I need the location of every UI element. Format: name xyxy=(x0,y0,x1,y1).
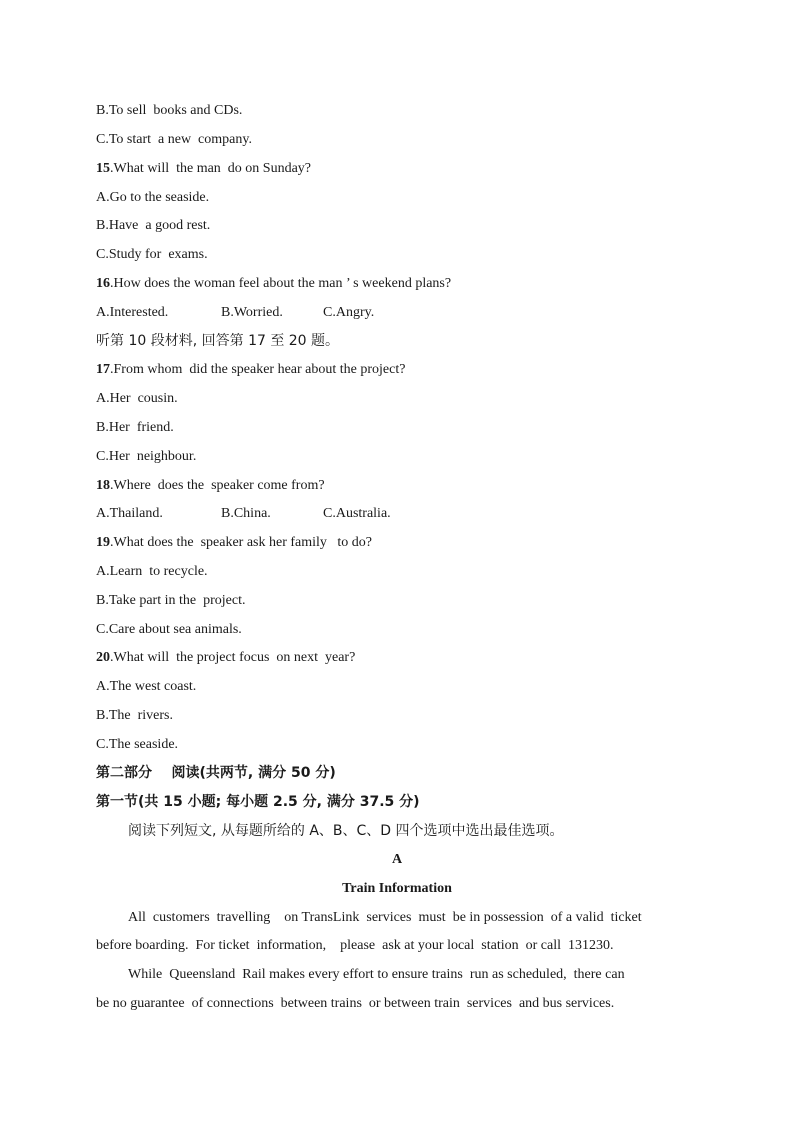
q16-option-a: A.Interested. xyxy=(96,305,169,320)
q19-text: .What does the speaker ask her family to do? xyxy=(110,535,373,550)
q16-question xyxy=(96,275,451,293)
q15-text: .What will the man do on Sunday? xyxy=(110,161,312,176)
passage-letter: A xyxy=(391,852,403,867)
q20-option-b: B.The rivers. xyxy=(96,708,173,723)
q15-option-c: C.Study for exams. xyxy=(96,247,208,262)
q18-option-b: B.China. xyxy=(221,506,271,521)
part2-title: 第二部分 阅读(共两节, 满分 50 分) xyxy=(96,765,336,781)
q14-option-b: B.To sell books and CDs. xyxy=(96,103,243,118)
q20-question xyxy=(96,649,355,667)
section1-instruction: 阅读下列短文, 从每题所给的 A、B、C、D 四个选项中选出最佳选项。 xyxy=(128,823,564,839)
passage-p2-line1: While Queensland Rail makes every effort to ensure trains run as scheduled, there can xyxy=(128,967,625,982)
q15-question xyxy=(96,160,311,178)
q17-option-a: A.Her cousin. xyxy=(96,391,178,406)
q17-question xyxy=(96,361,405,379)
q14-option-c: C.To start a new company. xyxy=(96,132,252,147)
passage-p2-line2: be no guarantee of connections between trains or between train services and bus services. xyxy=(96,996,615,1011)
q15-option-b: B.Have a good rest. xyxy=(96,218,211,233)
q18-option-c: C.Australia. xyxy=(323,506,391,521)
q19-option-c: C.Care about sea animals. xyxy=(96,622,242,637)
q16-text: .How does the woman feel about the man ’ s weekend plans? xyxy=(110,276,452,291)
q16-options xyxy=(96,304,374,322)
q19-number: 19 xyxy=(96,535,110,550)
q20-option-a: A.The west coast. xyxy=(96,679,197,694)
q17-option-c: C.Her neighbour. xyxy=(96,449,197,464)
q20-text: .What will the project focus on next year? xyxy=(110,650,356,665)
q18-option-a: A.Thailand. xyxy=(96,506,163,521)
passage-title: Train Information xyxy=(342,881,452,896)
q15-number: 15 xyxy=(96,161,110,176)
q20-number: 20 xyxy=(96,650,110,665)
q16-number: 16 xyxy=(96,276,110,291)
q16-option-b: B.Worried. xyxy=(221,305,283,320)
passage-p1-line2: before boarding. For ticket information, please ask at your local station or call 131230. xyxy=(96,938,614,953)
q18-text: .Where does the speaker come from? xyxy=(110,478,325,493)
listening-instruction: 听第 10 段材料, 回答第 17 至 20 题。 xyxy=(96,333,340,349)
q16-option-c: C.Angry. xyxy=(323,305,375,320)
q17-text: .From whom did the speaker hear about the project? xyxy=(110,362,406,377)
q19-option-b: B.Take part in the project. xyxy=(96,593,246,608)
q19-option-a: A.Learn to recycle. xyxy=(96,564,208,579)
q15-option-a: A.Go to the seaside. xyxy=(96,190,210,205)
q20-option-c: C.The seaside. xyxy=(96,737,179,752)
q18-question xyxy=(96,477,325,495)
q18-options xyxy=(96,505,391,523)
section1-title: 第一节(共 15 小题; 每小题 2.5 分, 满分 37.5 分) xyxy=(96,794,420,810)
q17-number: 17 xyxy=(96,362,110,377)
passage-p1-line1: All customers travelling on TransLink services must be in possession of a valid ticket xyxy=(128,910,642,925)
q18-number: 18 xyxy=(96,478,110,493)
q17-option-b: B.Her friend. xyxy=(96,420,174,435)
q19-question xyxy=(96,534,372,552)
